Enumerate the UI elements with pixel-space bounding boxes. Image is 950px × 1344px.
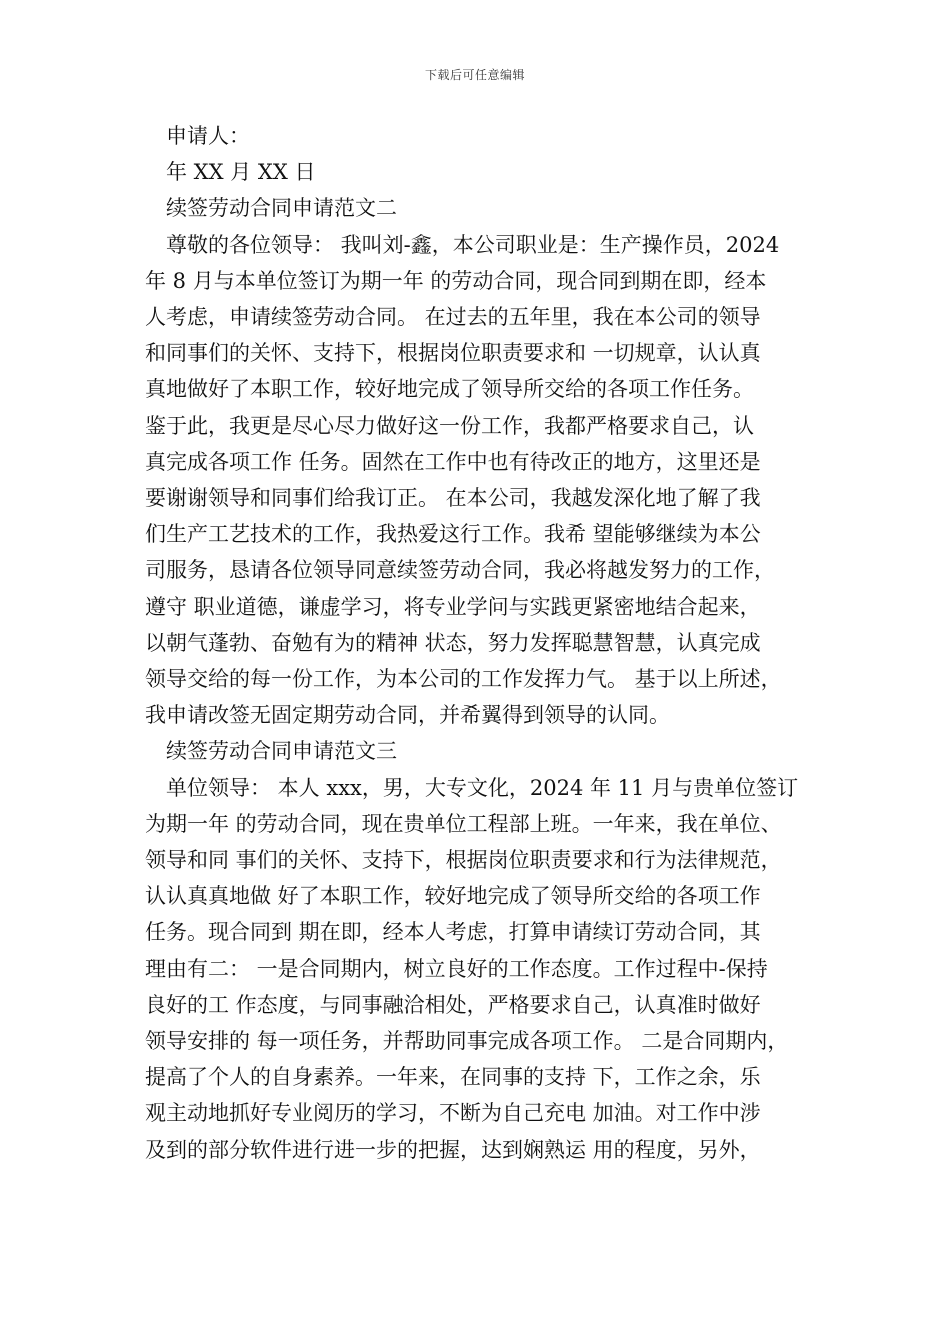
document-body	[145, 118, 815, 1168]
text-line: 及到的部分软件进行进一步的把握，达到娴熟运 用的程度，另外，	[145, 1137, 761, 1162]
text-line: 鉴于此，我更是尽心尽力做好这一份工作，我都严格要求自己，认	[145, 413, 754, 438]
text-line: 认认真真地做 好了本职工作，较好地完成了领导所交给的各项工作	[145, 884, 761, 909]
text-line: 真完成各项工作 任务。固然在工作中也有待改正的地方，这里还是	[145, 449, 761, 474]
text-line: 申请人：	[166, 124, 250, 148]
text-line: 以朝气蓬勃、奋勉有为的精神 状态，努力发挥聪慧智慧，认真完成	[145, 630, 761, 655]
text-line: 单位领导： 本人 xxx，男，大专文化，2024 年 11 月与贵单位签订	[166, 775, 799, 800]
text-line: 续签劳动合同申请范文二	[166, 196, 397, 221]
text-line: 和同事们的关怀、支持下，根据岗位职责要求和 一切规章，认认真	[145, 341, 761, 366]
text-line: 任务。现合同到 期在即，经本人考虑，打算申请续订劳动合同，其	[145, 920, 761, 945]
text-line: 遵守 职业道德，谦虚学习，将专业学问与实践更紧密地结合起来，	[145, 594, 761, 619]
text-line: 领导交给的每一份工作，为本公司的工作发挥力气。 基于以上所述，	[145, 667, 782, 692]
text-line: 续签劳动合同申请范文三	[166, 739, 397, 764]
text-line: 年 8 月与本单位签订为期一年 的劳动合同，现合同到期在即，经本	[145, 268, 767, 293]
text-line: 真地做好了本职工作，较好地完成了领导所交给的各项工作任务。	[145, 377, 754, 402]
text-line: 年 XX 月 XX 日	[166, 160, 316, 185]
text-line: 观主动地抓好专业阅历的学习，不断为自己充电 加油。对工作中涉	[145, 1101, 761, 1126]
text-line: 领导和同 事们的关怀、支持下，根据岗位职责要求和行为法律规范，	[145, 848, 782, 873]
page-header-text: 下载后可任意编辑	[424, 68, 525, 82]
text-line: 要谢谢领导和同事们给我订正。 在本公司，我越发深化地了解了我	[145, 486, 761, 511]
text-line: 为期一年 的劳动合同，现在贵单位工程部上班。一年来，我在单位、	[145, 811, 782, 836]
text-line: 人考虑，申请续签劳动合同。 在过去的五年里，我在本公司的领导	[145, 305, 761, 330]
text-line: 理由有二： 一是合同期内，树立良好的工作态度。工作过程中-保持	[145, 956, 768, 981]
text-line: 提高了个人的自身素养。一年来，在同事的支持 下，工作之余，乐	[145, 1065, 761, 1090]
text-line: 司服务，恳请各位领导同意续签劳动合同，我必将越发努力的工作，	[145, 558, 775, 583]
text-line: 我申请改签无固定期劳动合同，并希翼得到领导的认同。	[145, 703, 670, 728]
text-line: 良好的工 作态度，与同事融洽相处，严格要求自己，认真准时做好	[145, 992, 761, 1017]
text-line: 尊敬的各位领导： 我叫刘-鑫，本公司职业是：生产操作员，2024	[166, 232, 780, 257]
text-line: 领导安排的 每一项任务，并帮助同事完成各项工作。 二是合同期内，	[145, 1029, 789, 1054]
text-line: 们生产工艺技术的工作，我热爱这行工作。我希 望能够继续为本公	[145, 522, 761, 547]
